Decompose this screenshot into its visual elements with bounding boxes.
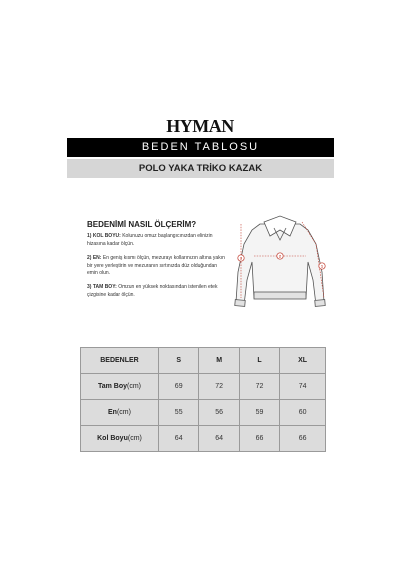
marker-label: 2 <box>278 253 282 259</box>
size-table <box>80 347 326 452</box>
howto-item-label: EN: <box>92 255 102 261</box>
table-cell: 55 <box>159 400 199 426</box>
howto-item-num: 2) <box>87 255 92 261</box>
table-header-cell: BEDENLER <box>81 348 159 374</box>
table-header-row <box>81 348 326 374</box>
table-cell: 66 <box>239 426 279 452</box>
product-name: POLO YAKA TRİKO KAZAK <box>67 159 334 178</box>
table-cell: 60 <box>280 400 326 426</box>
table-cell: 72 <box>199 374 239 400</box>
table-row <box>81 374 326 400</box>
howto-title: BEDENİMİ NASIL ÖLÇERİM? <box>87 220 197 229</box>
table-header-cell: M <box>199 348 239 374</box>
marker-label: 3 <box>239 255 243 261</box>
howto-item-text: Kolunuzu omuz başlangıcınızdan elinizin hizasına kadar ölçün. <box>87 233 213 247</box>
sweater-diagram <box>230 210 330 322</box>
table-row <box>81 426 326 452</box>
table-header-cell: L <box>239 348 279 374</box>
table-cell: 66 <box>280 426 326 452</box>
howto-item-num: 3) <box>87 284 92 290</box>
table-cell: 72 <box>239 374 279 400</box>
table-header-cell: S <box>159 348 199 374</box>
howto-item-num: 1) <box>87 233 92 239</box>
marker-label: 1 <box>320 263 324 269</box>
howto-item-length <box>87 284 227 299</box>
row-label: Kol Boyu(cm) <box>81 426 159 452</box>
howto-item-width <box>87 255 227 278</box>
page-title: BEDEN TABLOSU <box>67 138 334 157</box>
sweater-illustration <box>235 216 325 306</box>
table-cell: 69 <box>159 374 199 400</box>
howto-item-text: En geniş kısmı ölçün, mezurayı kollarınızın altına yakın bir yere yerleştirin ve mezuranın sırtınızda düz olduğundan emin olun. <box>87 255 225 276</box>
row-label: Tam Boy(cm) <box>81 374 159 400</box>
table-row <box>81 400 326 426</box>
table-cell: 59 <box>239 400 279 426</box>
table-cell: 74 <box>280 374 326 400</box>
table-cell: 64 <box>159 426 199 452</box>
howto-item-text: Omzun en yüksek noktasından istenilen etek çizgisine kadar ölçün. <box>87 284 218 298</box>
row-label: En(cm) <box>81 400 159 426</box>
brand-logo: HYMAN <box>166 116 234 136</box>
table-header-cell: XL <box>280 348 326 374</box>
howto-item-label: KOL BOYU: <box>92 233 121 239</box>
table-cell: 56 <box>199 400 239 426</box>
howto-item-sleeve <box>87 233 227 248</box>
howto-item-label: TAM BOY: <box>92 284 117 290</box>
table-cell: 64 <box>199 426 239 452</box>
